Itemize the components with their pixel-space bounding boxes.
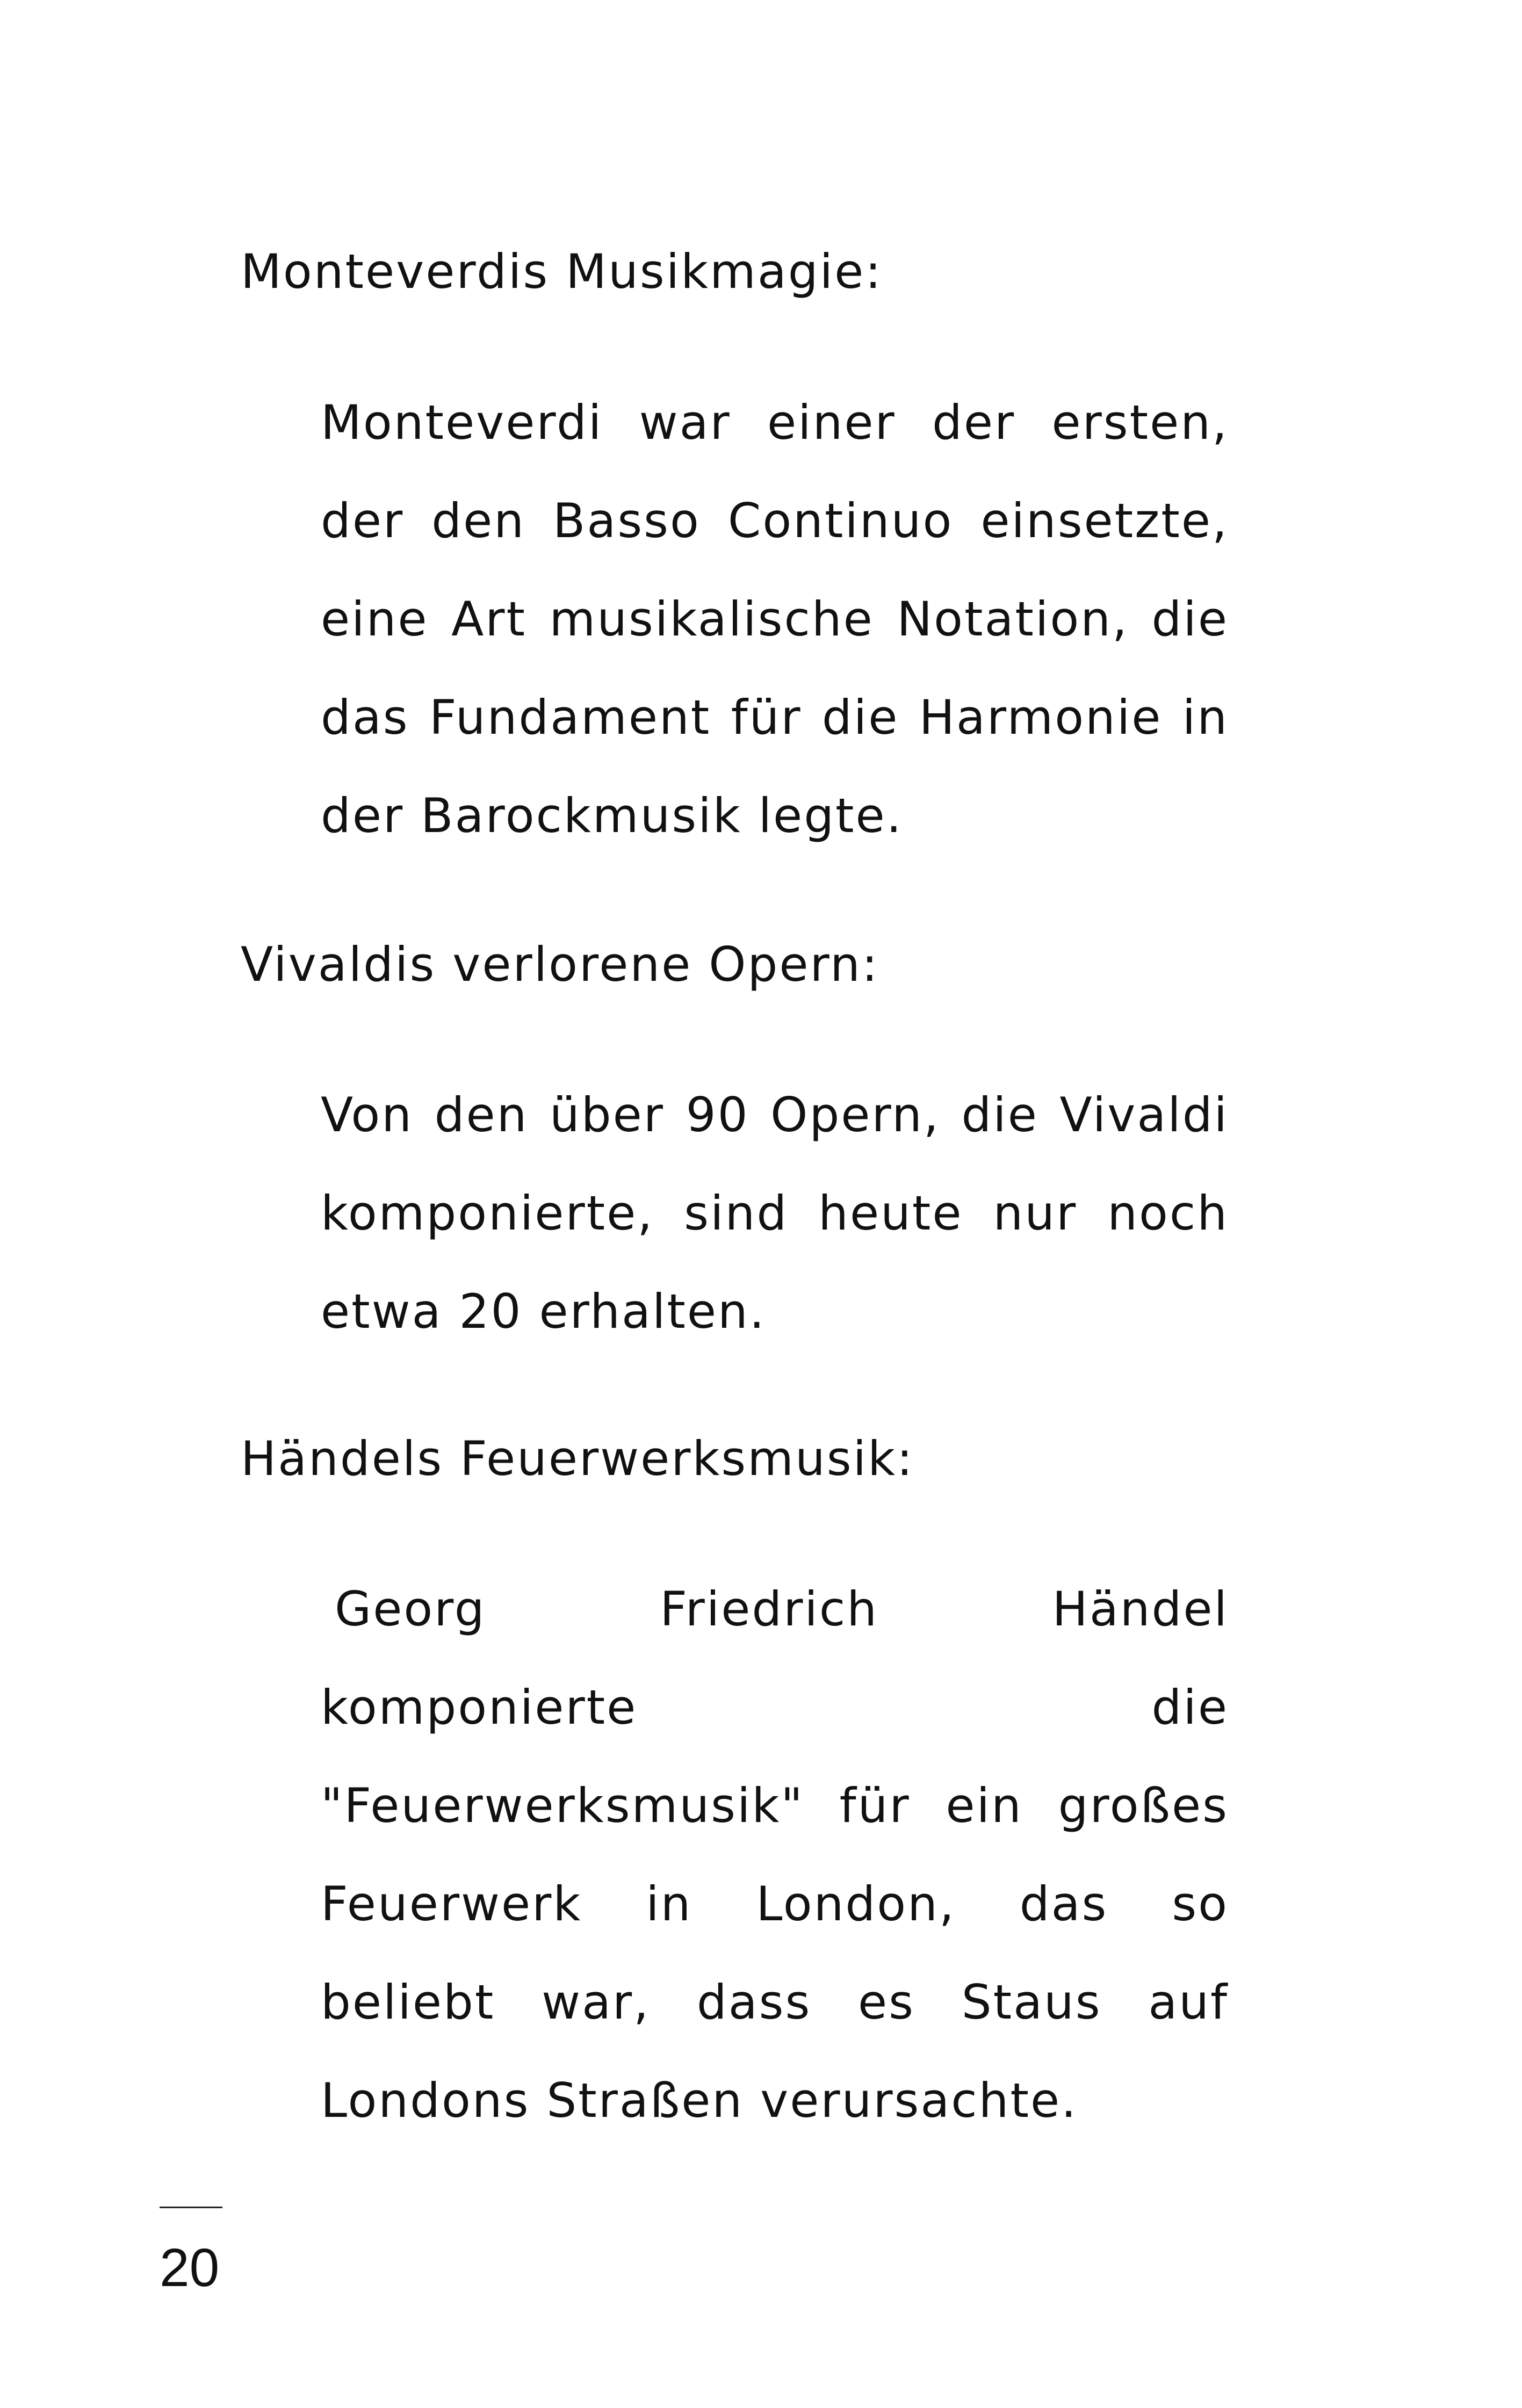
page-number-rule [160, 2207, 222, 2208]
section-text-haendel: Georg Friedrich Händel komponierte die "Feuerwerksmusik" für ein großes Feuerwerk in London, das so beliebt war, dass es Staus auf Londons Straßen verursachte. [321, 1581, 1229, 2128]
section-text-monteverdi: Monteverdi war einer der ersten, der den Basso Continuo einsetzte, eine Art musikalische Notation, die das Fundament für die Harmonie in der Barockmusik legte. [321, 395, 1229, 843]
section-heading-monteverdi: Monteverdis Musikmagie: [241, 244, 883, 299]
section-heading-haendel: Händels Feuerwerksmusik: [241, 1431, 914, 1486]
section-text-vivaldi: Von den über 90 Opern, die Vivaldi komponierte, sind heute nur noch etwa 20 erhalten. [321, 1087, 1229, 1339]
section-heading-vivaldi: Vivaldis verlorene Opern: [241, 937, 879, 992]
page-number: 20 [160, 2238, 220, 2298]
